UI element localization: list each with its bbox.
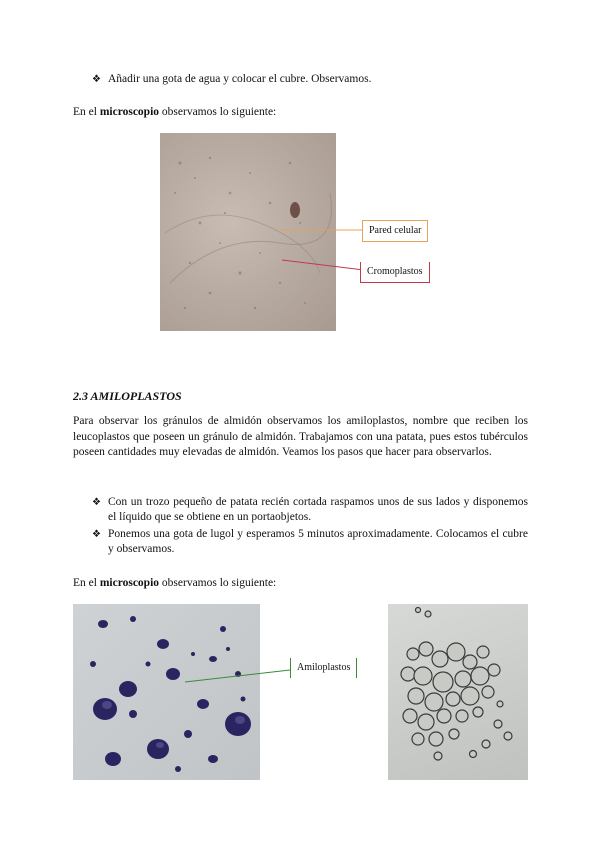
diamond-bullet-icon: ❖ (92, 529, 101, 540)
step-bullet-top: ❖ Añadir una gota de agua y colocar el cubre. Observamos. (92, 73, 372, 85)
microscope-intro-1: En el microscopio observamos lo siguiente: (73, 106, 277, 118)
microscope-intro-2: En el microscopio observamos lo siguiente: (73, 577, 277, 589)
label-amiloplastos: Amiloplastos (290, 658, 357, 678)
section-title: 2.3 AMILOPLASTOS (73, 389, 182, 403)
microscope-keyword: microscopio (99, 106, 160, 118)
microscope-image-amiloplastos-stained (73, 604, 260, 780)
pointer-line-amiloplastos (185, 660, 295, 690)
label-cromoplastos: Cromoplastos (360, 262, 430, 283)
step-bullet-2: ❖ Ponemos una gota de lugol y esperamos 5 minutos aproximadamente. Colocamos el cubre y observamos. (92, 528, 528, 555)
pointer-lines (280, 215, 370, 285)
label-pared-celular: Pared celular (362, 220, 428, 242)
step-bullet-1: ❖ Con un trozo pequeño de patata recién cortada raspamos unos de sus lados y disponemos el líquido que se obtiene en un portaobjetos. (92, 496, 528, 523)
diamond-bullet-icon: ❖ (92, 74, 101, 85)
section-paragraph: Para observar los gránulos de almidón observamos los amiloplastos, nombre que reciben los leucoplastos que poseen un gránulo de almidón. Trabajamos con una patata, pues estos tubérculos poseen cantidades muy elevadas de almidón. Veamos los pasos que hacer para observarlos. (73, 415, 528, 458)
microscope-keyword: microscopio (99, 577, 160, 589)
microscope-image-amiloplastos-cluster (388, 604, 528, 780)
diamond-bullet-icon: ❖ (92, 497, 101, 508)
